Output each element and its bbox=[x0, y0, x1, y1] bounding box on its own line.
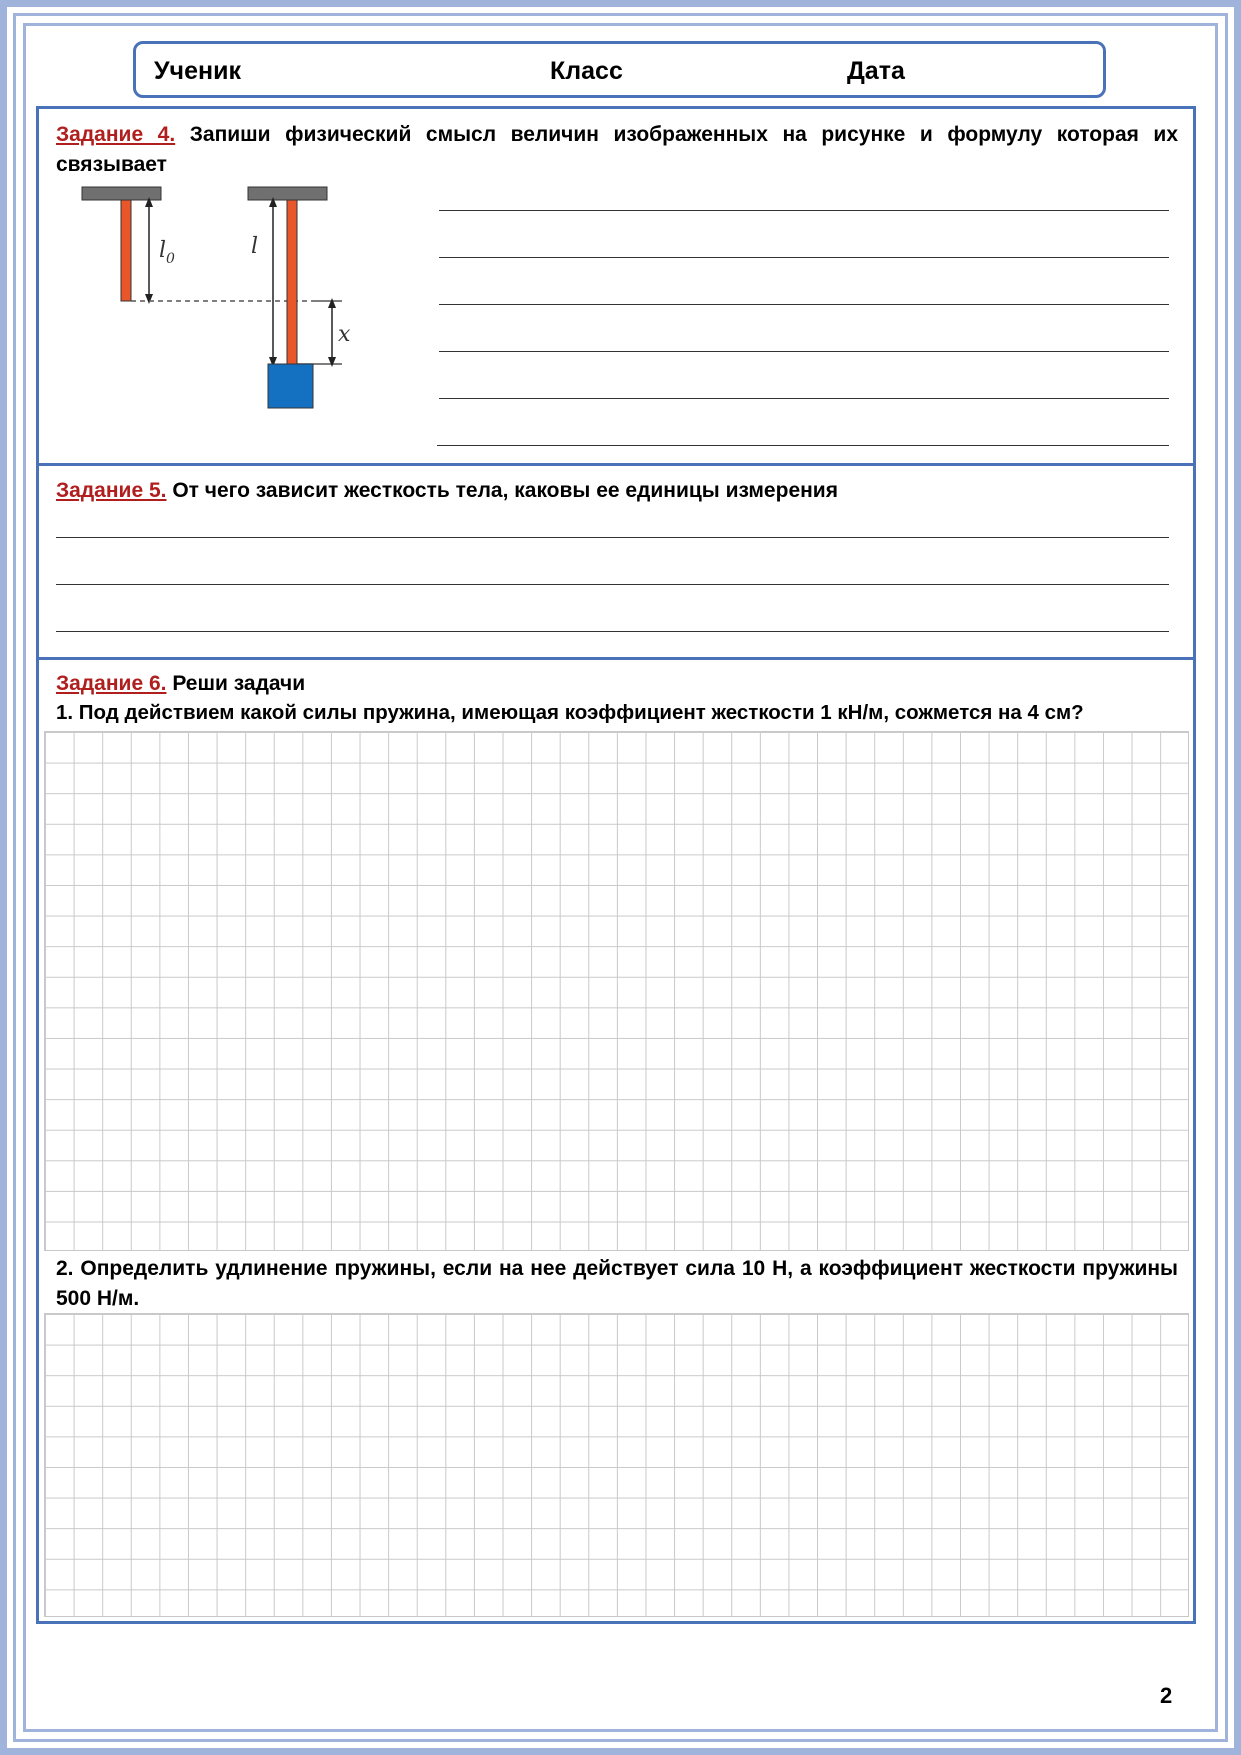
task-5-section bbox=[36, 463, 1196, 660]
answer-line[interactable] bbox=[439, 398, 1169, 399]
answer-line[interactable] bbox=[56, 537, 1169, 538]
task-4-text: Запиши физический смысл величин изображенных на рисунке и формулу которая их связывает bbox=[56, 123, 1179, 176]
task-5-title bbox=[56, 476, 1178, 506]
label-l: l bbox=[251, 234, 259, 259]
task-4-section bbox=[36, 106, 1196, 466]
page-number: 2 bbox=[1160, 1683, 1173, 1708]
right-bar bbox=[287, 200, 297, 364]
answer-line[interactable] bbox=[56, 584, 1169, 585]
problem-1-text: 1. Под действием какой силы пружина, имеющая коэффициент жесткости 1 кН/м, сожмется на 4 см? bbox=[56, 701, 1084, 724]
solution-grid-2[interactable] bbox=[44, 1313, 1189, 1617]
answer-line[interactable] bbox=[439, 304, 1169, 305]
weight-block bbox=[268, 364, 313, 408]
student-info-header bbox=[133, 41, 1106, 98]
answer-line[interactable] bbox=[439, 210, 1169, 211]
student-label: Ученик bbox=[154, 57, 241, 85]
right-support bbox=[248, 187, 327, 200]
task-6-title bbox=[56, 669, 1178, 699]
task-6-section bbox=[36, 657, 1196, 1624]
left-support bbox=[82, 187, 161, 200]
solution-grid-1[interactable] bbox=[44, 731, 1189, 1251]
task-4-title bbox=[56, 120, 1178, 180]
spring-stretch-figure bbox=[79, 185, 399, 435]
answer-line[interactable] bbox=[439, 351, 1169, 352]
problem-2-text: 2. Определить удлинение пружины, если на нее действует сила 10 Н, а коэффициент жесткости пружины 500 Н/м. bbox=[56, 1257, 1178, 1310]
label-l0: $l_0$ bbox=[159, 238, 175, 267]
task-6-tag: Задание 6. bbox=[56, 672, 167, 695]
task-5-tag: Задание 5. bbox=[56, 479, 167, 502]
date-label: Дата bbox=[847, 57, 905, 85]
task-4-tag: Задание 4. bbox=[56, 123, 176, 146]
label-x: x bbox=[338, 322, 351, 347]
task-6-text: Реши задачи bbox=[172, 672, 306, 695]
answer-line[interactable] bbox=[439, 257, 1169, 258]
class-label: Класс bbox=[550, 57, 623, 85]
left-bar bbox=[121, 200, 131, 301]
answer-line[interactable] bbox=[437, 445, 1169, 446]
task-5-text: От чего зависит жесткость тела, каковы ее единицы измерения bbox=[172, 479, 838, 502]
answer-line[interactable] bbox=[56, 631, 1169, 632]
